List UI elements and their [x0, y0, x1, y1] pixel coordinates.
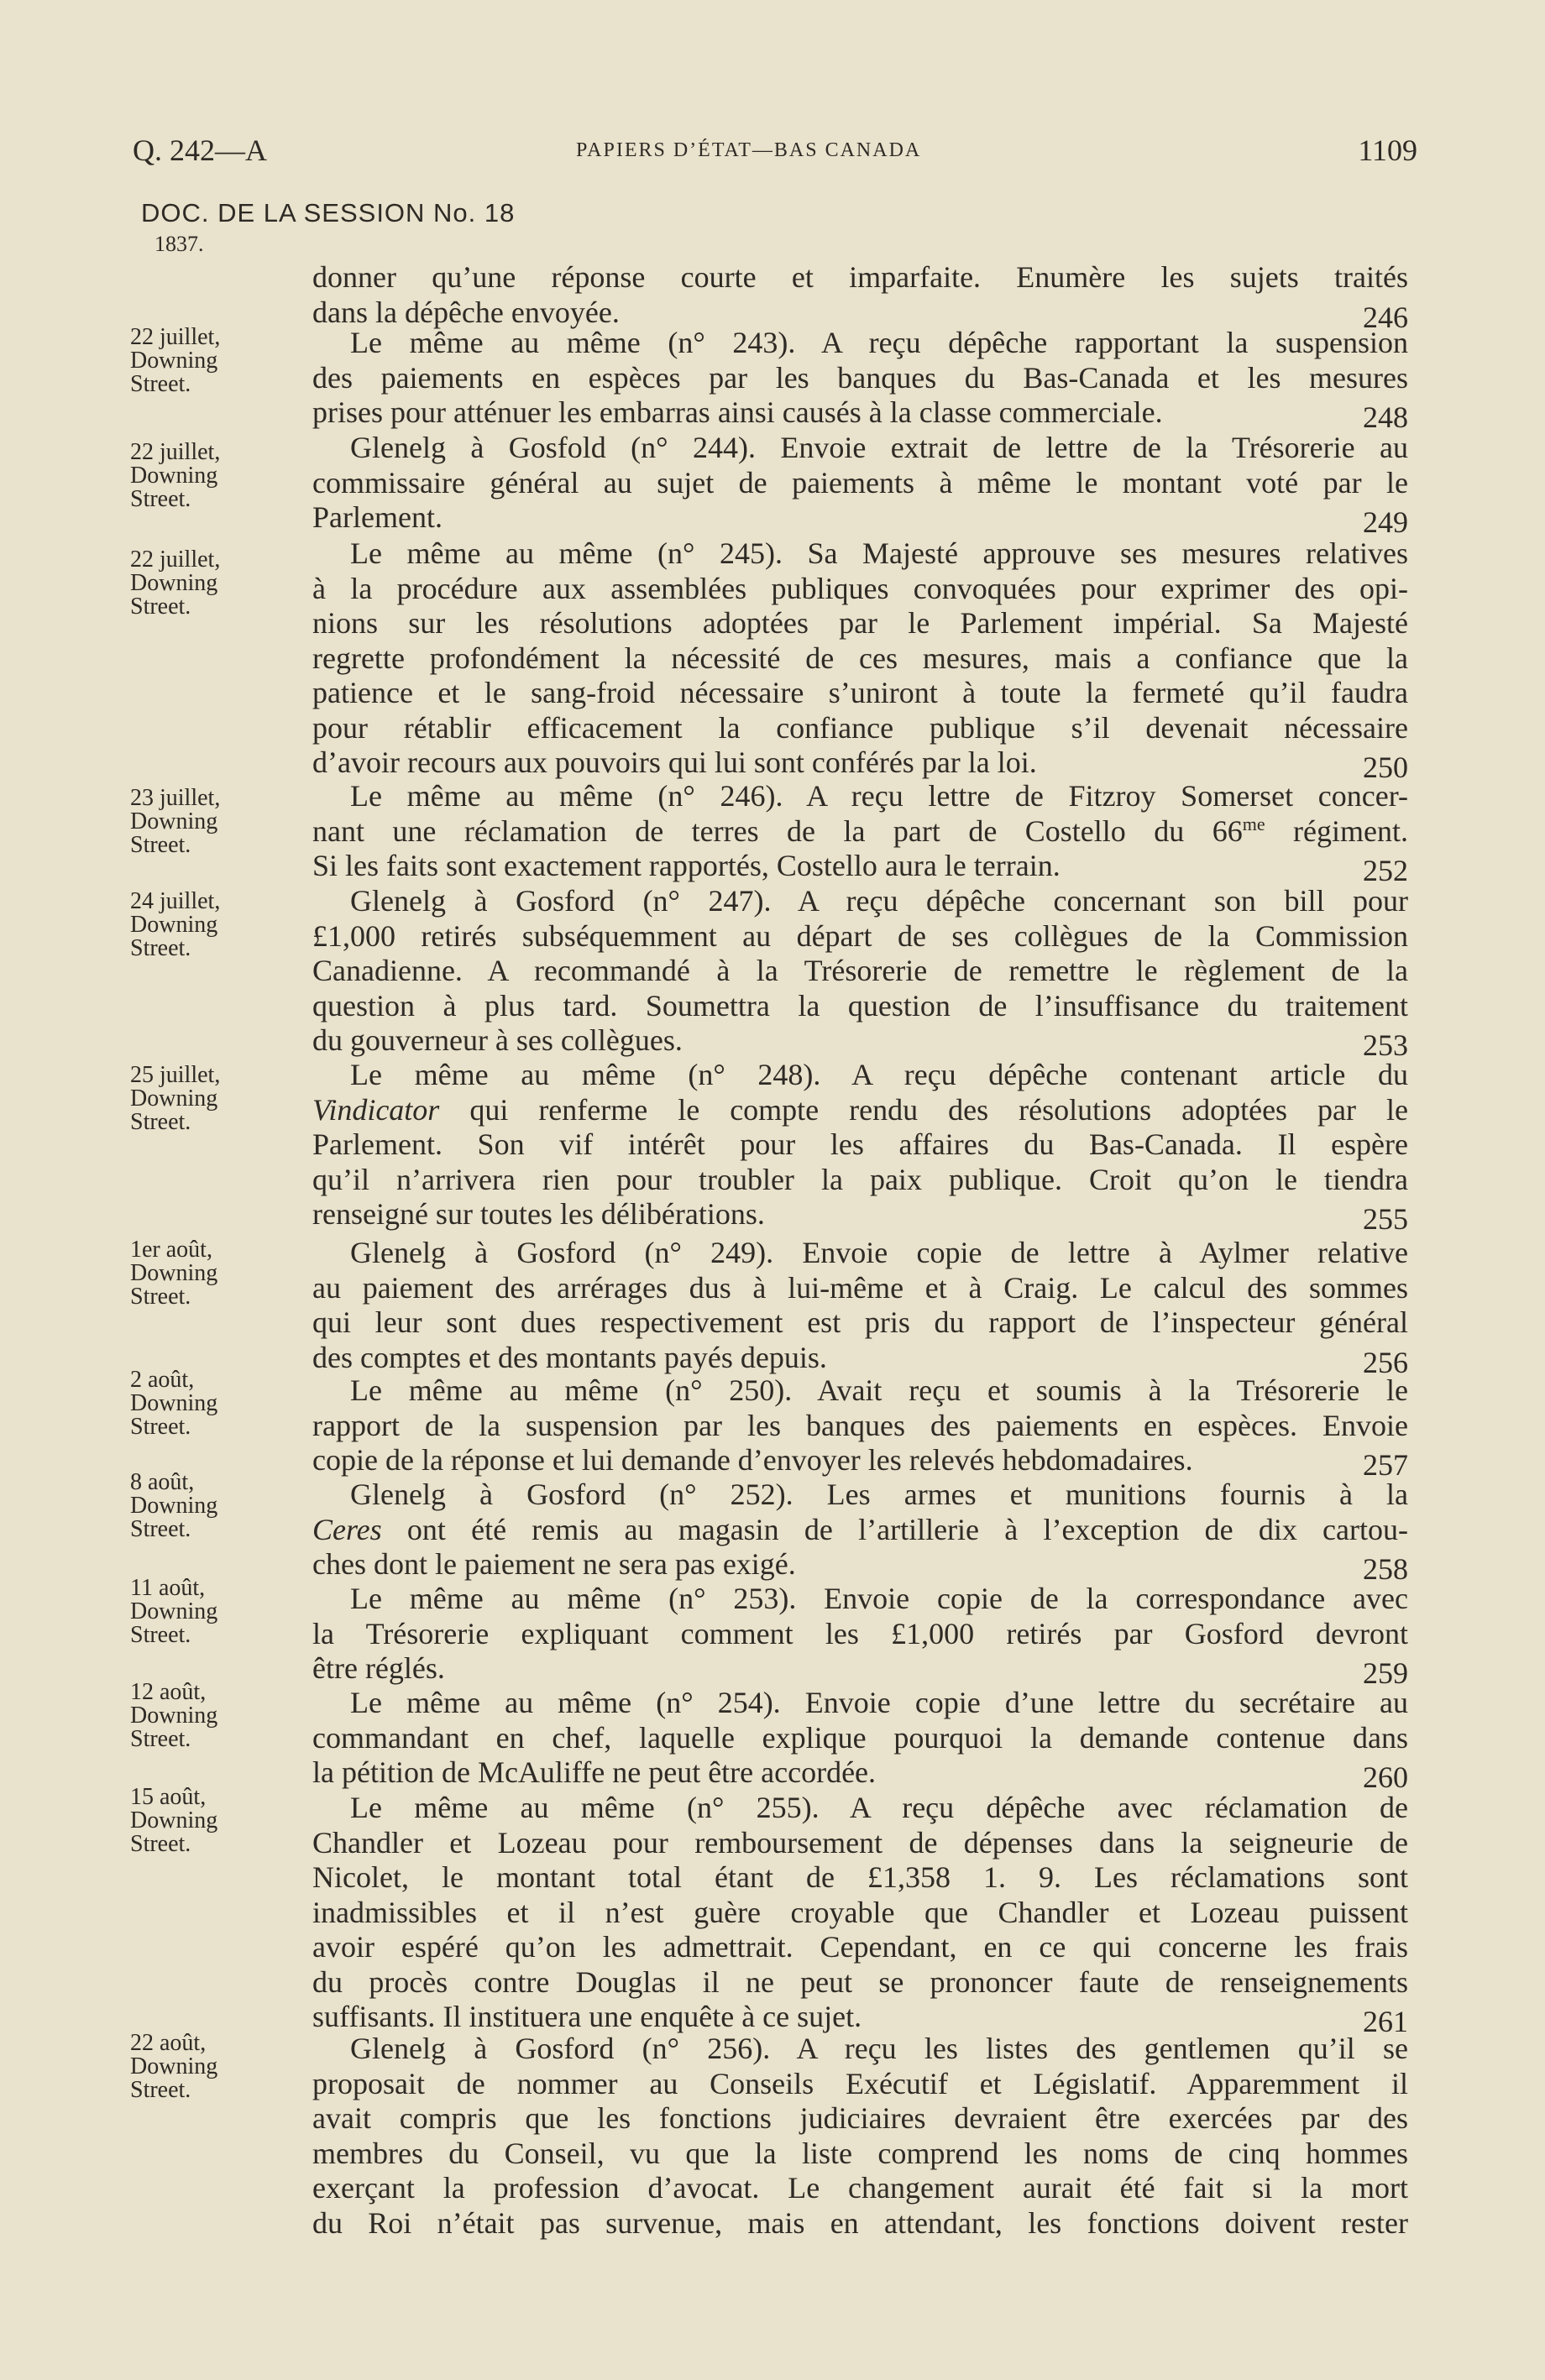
session-label: DOC. DE LA SESSION No. 18: [141, 198, 516, 228]
entry-line: Canadienne. A recommandé à la Trésorerie de remettre le règlement de la: [312, 954, 1408, 987]
entry-line: Glenelg à Gosford (n° 256). A reçu les listes des gentlemen qu’il se: [350, 2032, 1408, 2065]
entry-line: commandant en chef, laquelle explique pourquoi la demande contenue dans: [312, 1720, 1408, 1755]
entry-line: Le même au même (n° 248). A reçu dépêche contenant article du: [350, 1058, 1408, 1091]
entry-line: avait compris que les fonctions judiciaires devraient être exercées par des: [312, 2101, 1408, 2135]
entry-line: la Trésorerie expliquant comment les £1,000 retirés par Gosford devront: [312, 1616, 1408, 1650]
entry-line: regrette profondément la nécessité de ces mesures, mais a confiance que la: [312, 641, 1408, 675]
entry-line: inadmissibles et il n’est guère croyable que Chandler et Lozeau puissent: [312, 1895, 1408, 1929]
document-reference: Q. 242—A: [133, 133, 267, 167]
entry-line: suffisants. Il instituera une enquête à ce sujet. 261: [312, 2000, 1408, 2038]
date-margin-note: 15 août, Downing Street.: [130, 1784, 218, 1857]
entry-line: Le même au même (n° 243). A reçu dépêche rapportant la suspension: [350, 326, 1408, 359]
entry-line: d’avoir recours aux pouvoirs qui lui sont conférés par la loi. 250: [312, 745, 1408, 784]
entry-line: copie de la réponse et lui demande d’envoyer les relevés hebdomadaires. 257: [312, 1443, 1408, 1482]
calendar-entry: [312, 326, 1408, 436]
entry-line: proposait de nommer au Conseils Exécutif et Législatif. Apparemment il: [312, 2066, 1408, 2100]
entry-line: qui leur sont dues respectivement est pris du rapport de l’inspecteur général: [312, 1305, 1408, 1339]
entry-line: Glenelg à Gosfold (n° 244). Envoie extrait de lettre de la Trésorerie au: [350, 431, 1408, 464]
date-margin-note: 22 juillet, Downing Street.: [130, 547, 221, 620]
date-margin-note: 23 juillet, Downing Street.: [130, 785, 221, 858]
calendar-entry: [312, 1478, 1408, 1588]
page-reference: 256: [1363, 1345, 1408, 1379]
entry-line: commissaire général au sujet de paiements à même le montant voté par le: [312, 465, 1408, 500]
entry-line: Le même au même (n° 253). Envoie copie de la correspondance avec: [350, 1582, 1408, 1615]
entry-line: rapport de la suspension par les banques des paiements en espèces. Envoie: [312, 1408, 1408, 1442]
entry-line: ches dont le paiement ne sera pas exigé. 258: [312, 1547, 1408, 1586]
entry-line: avoir espéré qu’on les admettrait. Cependant, en ce qui concerne les frais: [312, 1930, 1408, 1964]
entry-line: nant une réclamation de terres de la part de Costello du $66^{me}$ régiment.: [312, 813, 1408, 848]
entry-line: donner qu’une réponse courte et imparfaite. Enumère les sujets traités: [312, 260, 1408, 294]
entry-line: qu’il n’arrivera rien pour troubler la paix publique. Croit qu’on le tiendra: [312, 1162, 1408, 1196]
date-margin-note: 22 juillet, Downing Street.: [130, 439, 221, 512]
entry-line: Glenelg à Gosford (n° 252). Les armes et munitions fournis à la: [350, 1478, 1408, 1511]
entry-line: Le même au même (n° 254). Envoie copie d’une lettre du secrétaire au: [350, 1686, 1408, 1719]
page-reference: 255: [1363, 1202, 1408, 1236]
entry-line: Glenelg à Gosford (n° 249). Envoie copie de lettre à Aylmer relative: [350, 1236, 1408, 1269]
calendar-entry: [312, 431, 1408, 541]
calendar-entry: [312, 260, 1408, 335]
calendar-entry: [312, 1582, 1408, 1692]
entry-line: être réglés. 259: [312, 1651, 1408, 1690]
entry-line: Parlement. Son vif intérêt pour les affaires du Bas-Canada. Il espère: [312, 1127, 1408, 1161]
entry-line: dans la dépêche envoyée. 246: [312, 295, 1408, 334]
entry-line: question à plus tard. Soumettra la question de l’insuffisance du traitement: [312, 988, 1408, 1023]
date-margin-note: 24 juillet, Downing Street.: [130, 888, 221, 961]
entry-line: nions sur les résolutions adoptées par le Parlement impérial. Sa Majesté: [312, 606, 1408, 640]
entry-line: à la procédure aux assemblées publiques convoquées pour exprimer des opi-: [312, 571, 1408, 605]
date-margin-note: 22 août, Downing Street.: [130, 2030, 218, 2103]
entry-line: Le même au même (n° 245). Sa Majesté approuve ses mesures relatives: [350, 536, 1408, 570]
page-reference: 259: [1363, 1656, 1408, 1690]
date-margin-note: 11 août, Downing Street.: [130, 1575, 218, 1648]
entry-line: membres du Conseil, vu que la liste comprend les noms de cinq hommes: [312, 2136, 1408, 2170]
running-title: PAPIERS D’ÉTAT—BAS CANADA: [576, 139, 922, 161]
page-reference: 252: [1363, 854, 1408, 887]
page-reference: 253: [1363, 1028, 1408, 1062]
date-margin-note: 12 août, Downing Street.: [130, 1679, 218, 1752]
page-reference: 248: [1363, 400, 1408, 434]
entry-line: des paiements en espèces par les banques du Bas-Canada et les mesures: [312, 360, 1408, 395]
calendar-entry: [312, 1791, 1408, 2040]
entry-line: du Roi n’était pas survenue, mais en attendant, les fonctions doivent rester: [312, 2205, 1408, 2240]
calendar-entry: [312, 779, 1408, 889]
page-reference: 257: [1363, 1448, 1408, 1482]
entry-line: Le même au même (n° 246). A reçu lettre de Fitzroy Somerset concer-: [350, 779, 1408, 813]
entry-line: Le même au même (n° 250). Avait reçu et soumis à la Trésorerie le: [350, 1373, 1408, 1407]
year-label: 1837.: [154, 232, 204, 256]
entry-line: la pétition de McAuliffe ne peut être accordée. 260: [312, 1755, 1408, 1794]
calendar-entry: [312, 1058, 1408, 1237]
entry-line: Si les faits sont exactement rapportés, Costello aura le terrain. 252: [312, 849, 1408, 887]
running-header: [133, 133, 1417, 175]
entry-line: Parlement. 249: [312, 500, 1408, 539]
entry-line: pour rétablir efficacement la confiance publique s’il devenait nécessaire: [312, 710, 1408, 745]
calendar-entry: [312, 1236, 1408, 1380]
entry-line: du procès contre Douglas il ne peut se prononcer faute de renseignements: [312, 1964, 1408, 1999]
entry-line: du gouverneur à ses collègues. 253: [312, 1023, 1408, 1062]
calendar-entry: [312, 1686, 1408, 1796]
date-margin-note: 25 juillet, Downing Street.: [130, 1062, 221, 1135]
entry-line: au paiement des arrérages dus à lui-même et à Craig. Le calcul des sommes: [312, 1270, 1408, 1305]
entry-line: renseigné sur toutes les délibérations. 255: [312, 1197, 1408, 1236]
page-reference: 250: [1363, 751, 1408, 784]
entry-line: Nicolet, le montant total étant de £1,358 1. 9. Les réclamations sont: [312, 1860, 1408, 1894]
calendar-entry: [312, 2032, 1408, 2241]
entry-line: Glenelg à Gosford (n° 247). A reçu dépêche concernant son bill pour: [350, 884, 1408, 918]
page-reference: 260: [1363, 1760, 1408, 1794]
page-reference: 249: [1363, 505, 1408, 539]
entry-line: Ceres ont été remis au magasin de l’artillerie à l’exception de dix cartou-: [312, 1512, 1408, 1546]
date-margin-note: 1er août, Downing Street.: [130, 1237, 218, 1310]
date-margin-note: 8 août, Downing Street.: [130, 1469, 218, 1542]
entry-line: prises pour atténuer les embarras ainsi causés à la classe commerciale. 248: [312, 395, 1408, 434]
entry-line: Vindicator qui renferme le compte rendu des résolutions adoptées par le: [312, 1092, 1408, 1127]
entry-line: des comptes et des montants payés depuis. 256: [312, 1340, 1408, 1379]
entry-line: Chandler et Lozeau pour remboursement de dépenses dans la seigneurie de: [312, 1825, 1408, 1860]
date-margin-note: 22 juillet, Downing Street.: [130, 324, 221, 397]
page-reference: 261: [1363, 2005, 1408, 2038]
calendar-entry: [312, 536, 1408, 786]
calendar-entry: [312, 1373, 1408, 1483]
entry-line: Le même au même (n° 255). A reçu dépêche avec réclamation de: [350, 1791, 1408, 1824]
date-margin-note: 2 août, Downing Street.: [130, 1367, 218, 1440]
entry-line: patience et le sang-froid nécessaire s’uniront à toute la fermeté qu’il faudra: [312, 676, 1408, 709]
page-reference: 246: [1363, 300, 1408, 334]
calendar-entry: [312, 884, 1408, 1064]
page-number: 1109: [1358, 133, 1417, 167]
page-reference: 258: [1363, 1552, 1408, 1586]
entry-line: £1,000 retirés subséquemment au départ de ses collègues de la Commission: [312, 918, 1408, 953]
entry-line: exerçant la profession d’avocat. Le changement aurait été fait si la mort: [312, 2171, 1408, 2205]
